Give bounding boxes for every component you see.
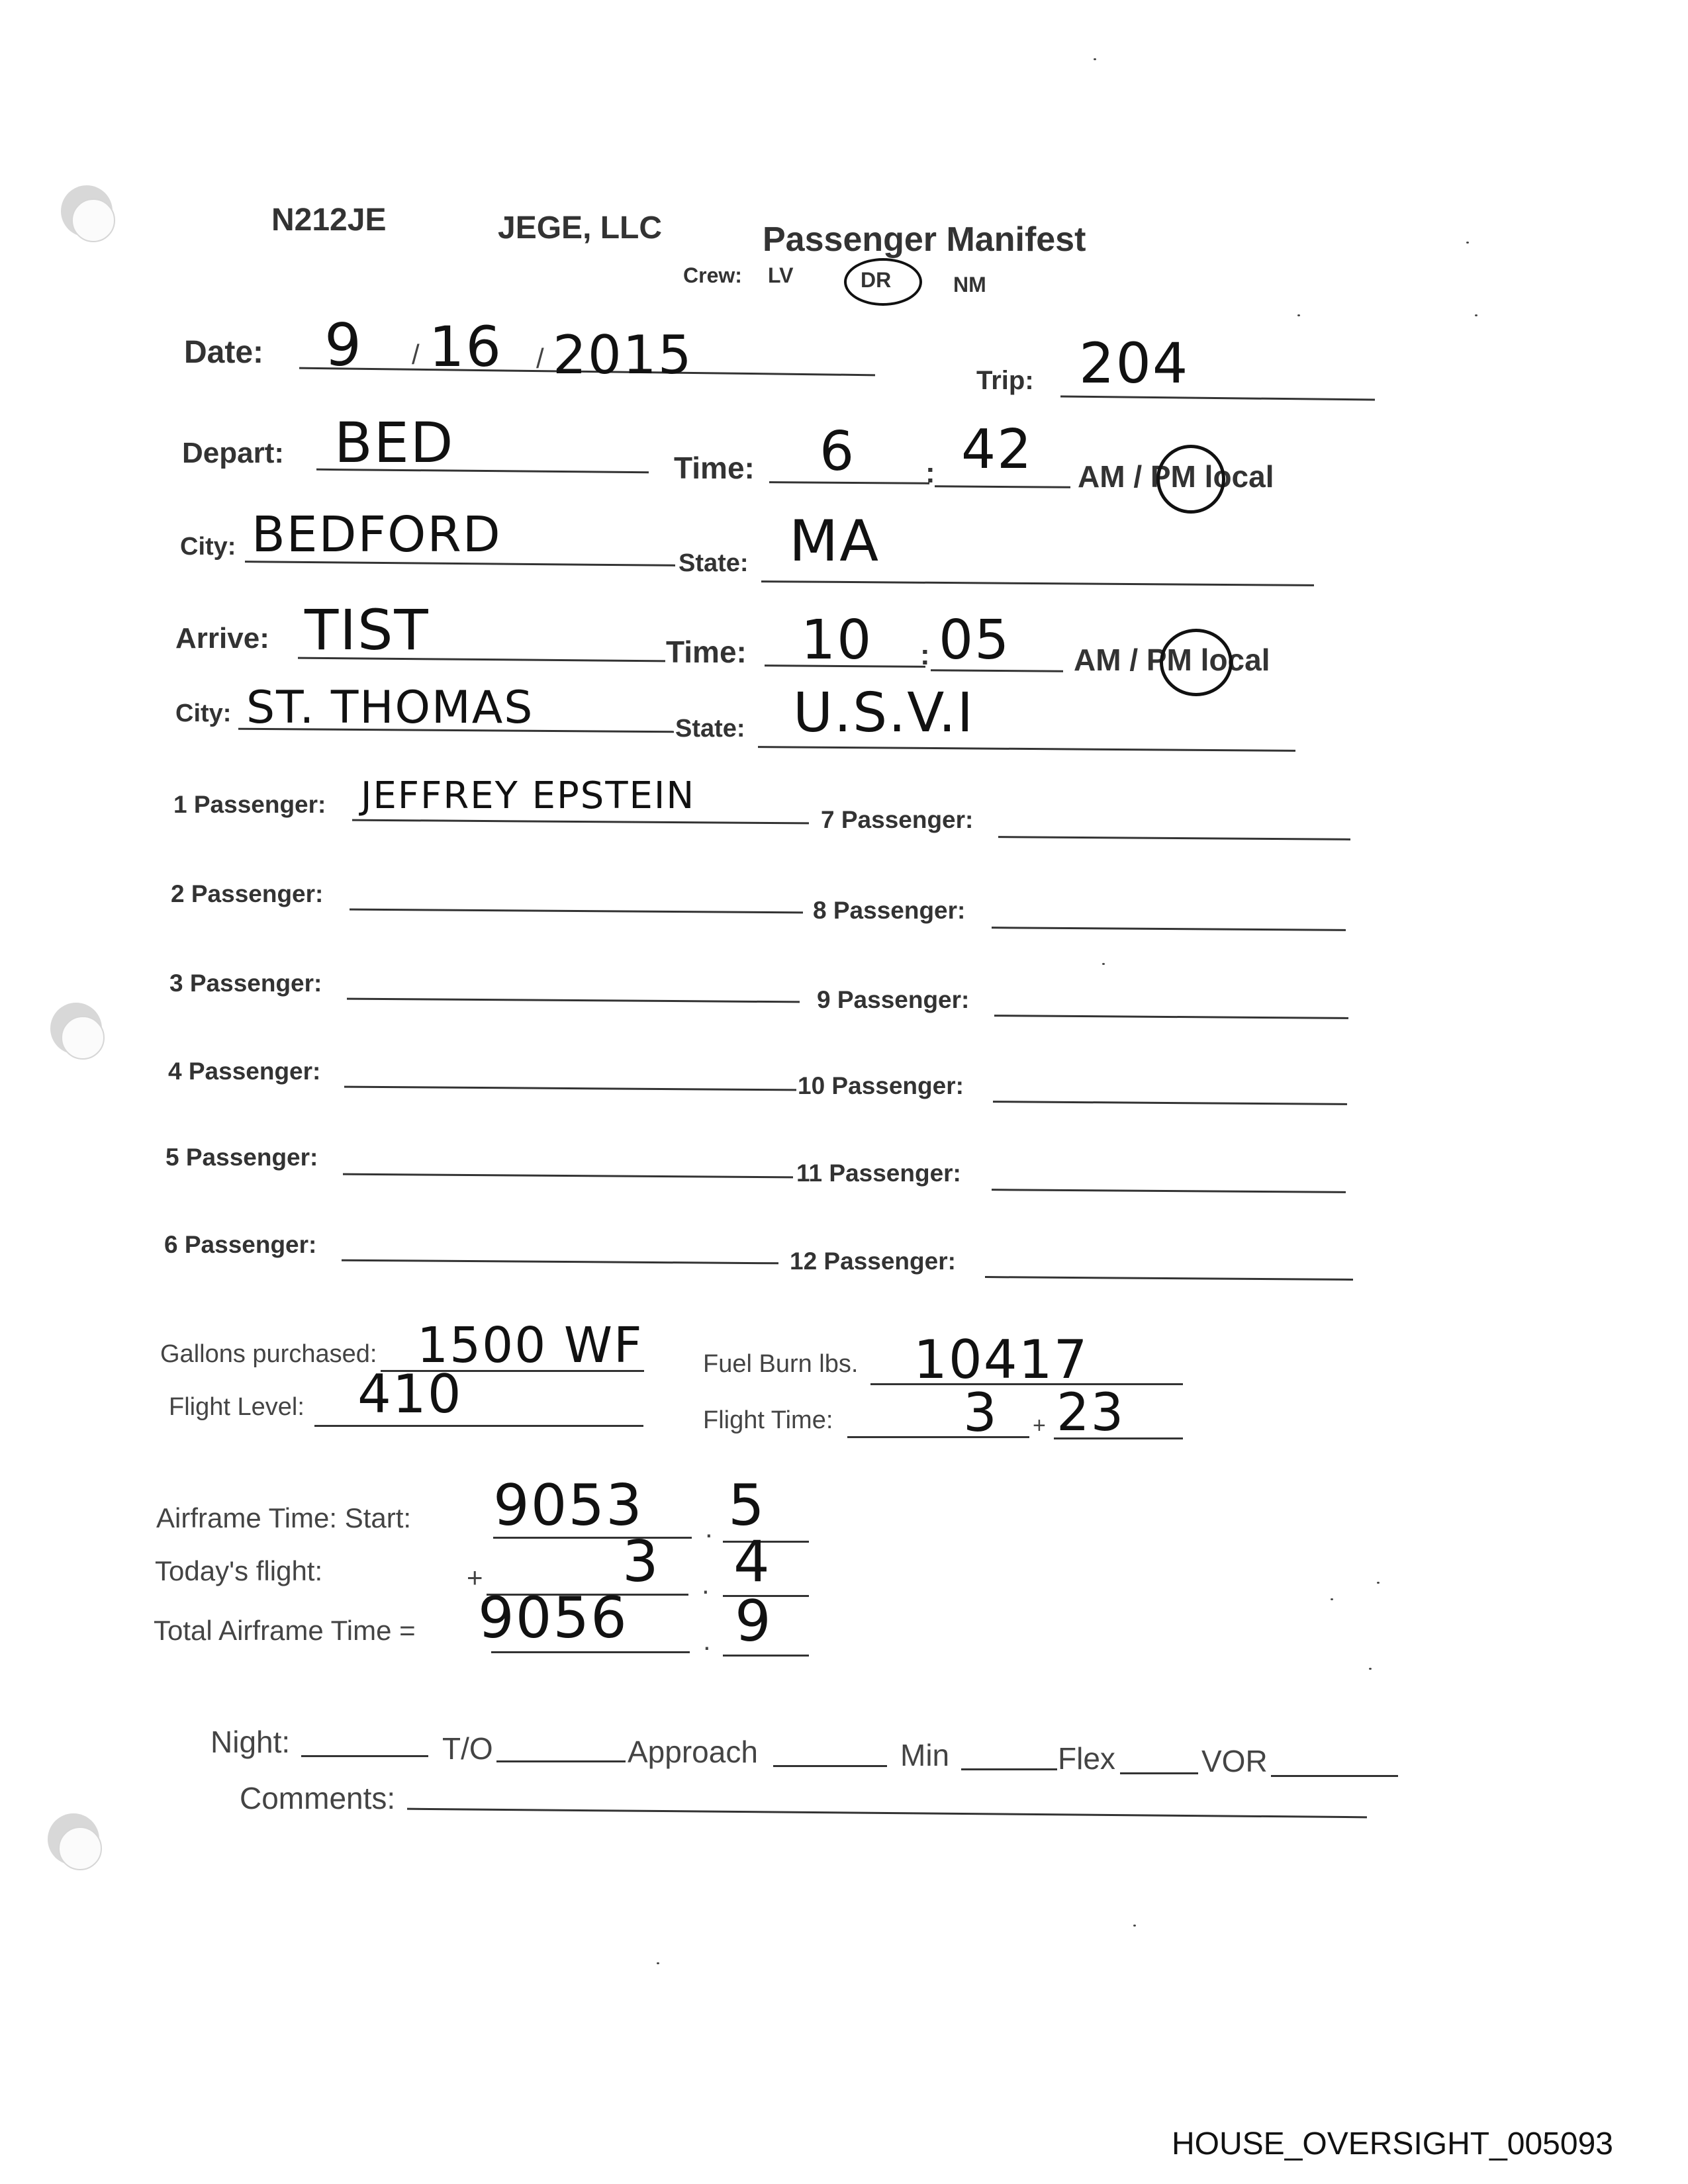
passenger-label: 3 Passenger:	[169, 970, 322, 997]
flight-time-hours: 3	[963, 1382, 998, 1443]
depart-city: BEDFORD	[252, 506, 502, 563]
trip-label: Trip:	[976, 366, 1034, 395]
crew-lv: LV	[768, 263, 794, 287]
arrive-hour: 10	[801, 609, 873, 672]
total-dot: .	[703, 1625, 711, 1656]
to-label: T/O	[442, 1731, 493, 1766]
arrive-minute: 05	[939, 609, 1011, 672]
gallons-value: 1500 WF	[417, 1317, 643, 1374]
crew-label: Crew:	[683, 263, 742, 287]
vor-label: VOR	[1201, 1744, 1268, 1778]
arrive-code: TIST	[305, 598, 430, 662]
min-line	[961, 1768, 1057, 1770]
total-decimal: 9	[735, 1588, 773, 1655]
passenger-label: 5 Passenger:	[165, 1144, 318, 1171]
vor-line	[1271, 1775, 1398, 1777]
passenger-line	[985, 1276, 1353, 1281]
arrive-city: ST. THOMAS	[246, 682, 534, 734]
arrive-pm-circle	[1160, 629, 1233, 696]
night-line	[301, 1755, 428, 1757]
flight-time-minutes: 23	[1056, 1383, 1125, 1443]
min-label: Min	[900, 1738, 950, 1772]
scan-speck	[1331, 1598, 1333, 1600]
arrive-time-colon: :	[920, 639, 930, 671]
passenger-line	[998, 836, 1350, 841]
depart-state: MA	[789, 508, 880, 574]
total-airframe-label: Total Airframe Time =	[154, 1615, 416, 1646]
company-name: JEGE, LLC	[498, 210, 663, 246]
passenger-label: 11 Passenger:	[796, 1160, 961, 1187]
passenger-line	[993, 1101, 1347, 1105]
airframe-start-whole: 9053	[493, 1473, 643, 1539]
passenger-line	[344, 1086, 796, 1091]
crew-dr: DR	[861, 268, 892, 292]
todays-dot: .	[702, 1569, 710, 1600]
comments-label: Comments:	[240, 1781, 396, 1815]
airframe-start-decimal: 5	[728, 1473, 766, 1539]
passenger-line	[343, 1173, 793, 1179]
flight-time-plus: +	[1033, 1413, 1046, 1438]
passenger-label: 8 Passenger:	[813, 897, 966, 924]
date-month: 9	[324, 311, 363, 379]
trip-value: 204	[1079, 331, 1190, 396]
flex-line	[1120, 1772, 1198, 1774]
arrive-state: U.S.V.I	[793, 682, 974, 745]
depart-city-label: City:	[180, 533, 236, 561]
punch-hole-bottom	[58, 1827, 102, 1870]
airframe-start-dot: .	[705, 1512, 713, 1543]
depart-pm-circle	[1156, 445, 1225, 514]
passenger-label: 9 Passenger:	[817, 986, 970, 1013]
flight-level-line	[314, 1425, 643, 1427]
depart-label: Depart:	[182, 437, 285, 469]
date-slash-1: /	[412, 339, 420, 370]
crew-dr-circle	[844, 258, 922, 306]
bates-number: HOUSE_OVERSIGHT_005093	[1172, 2126, 1613, 2161]
scan-speck	[1466, 242, 1469, 244]
night-label: Night:	[211, 1725, 291, 1759]
passenger-line	[994, 1015, 1348, 1019]
passenger-name: JEFFREY EPSTEIN	[361, 774, 696, 817]
depart-time-colon: :	[925, 457, 935, 489]
approach-line	[773, 1765, 887, 1767]
arrive-state-label: State:	[675, 715, 745, 743]
passenger-line	[342, 1259, 778, 1265]
flight-time-hours-line	[847, 1436, 1029, 1438]
punch-hole-middle	[61, 1016, 105, 1060]
passenger-line	[992, 1189, 1346, 1193]
scan-speck	[1102, 963, 1105, 965]
approach-label: Approach	[628, 1735, 758, 1769]
scan-speck	[1369, 1668, 1372, 1670]
total-whole-line	[491, 1651, 690, 1653]
todays-flight-plus: +	[467, 1562, 483, 1593]
comments-line	[407, 1808, 1367, 1819]
scan-speck	[1133, 1925, 1136, 1927]
todays-decimal: 4	[733, 1529, 771, 1595]
todays-flight-label: Today's flight:	[155, 1555, 323, 1586]
gallons-label: Gallons purchased:	[160, 1340, 377, 1368]
passenger-label: 4 Passenger:	[168, 1058, 321, 1085]
trip-line	[1060, 396, 1375, 401]
arrive-label: Arrive:	[175, 622, 269, 655]
passenger-label: 7 Passenger:	[821, 806, 974, 833]
passenger-line	[350, 909, 803, 914]
scan-speck	[1094, 58, 1096, 60]
airframe-start-label: Airframe Time: Start:	[156, 1502, 412, 1533]
scan-speck	[1475, 314, 1477, 316]
depart-min-line	[935, 485, 1070, 488]
total-dec-line	[723, 1655, 809, 1657]
fuel-burn-value: 10417	[914, 1329, 1089, 1390]
arrive-state-line	[758, 746, 1295, 752]
depart-code: BED	[334, 410, 455, 475]
flight-level-label: Flight Level:	[169, 1393, 305, 1421]
tail-number: N212JE	[271, 203, 387, 238]
date-day: 16	[429, 314, 502, 379]
to-line	[496, 1760, 626, 1762]
depart-minute: 42	[961, 418, 1033, 481]
scan-speck	[1297, 314, 1300, 316]
date-label: Date:	[184, 335, 264, 370]
flex-label: Flex	[1058, 1741, 1115, 1776]
date-slash-2: /	[536, 343, 544, 374]
depart-hour: 6	[820, 420, 856, 483]
passenger-label: 2 Passenger:	[171, 880, 324, 907]
passenger-label: 12 Passenger:	[790, 1248, 956, 1275]
depart-time-label: Time:	[674, 451, 755, 485]
fuel-burn-label: Fuel Burn lbs.	[703, 1350, 859, 1378]
passenger-line	[347, 998, 800, 1003]
arrive-time-label: Time:	[666, 635, 747, 669]
flight-level-value: 410	[357, 1363, 463, 1425]
passenger-label: 6 Passenger:	[164, 1231, 317, 1258]
arrive-city-label: City:	[175, 700, 232, 727]
arrive-ampm-local: AM / PM local	[1074, 643, 1270, 677]
passenger-line	[352, 819, 809, 825]
crew-nm: NM	[953, 273, 986, 296]
scan-speck	[657, 1962, 659, 1964]
passenger-label: 10 Passenger:	[798, 1072, 964, 1099]
punch-hole-top	[71, 199, 115, 242]
total-whole: 9056	[478, 1585, 628, 1651]
passenger-label: 1 Passenger:	[173, 791, 326, 818]
depart-ampm-local: AM / PM local	[1078, 459, 1274, 494]
flight-time-label: Flight Time:	[703, 1406, 833, 1434]
passenger-line	[992, 927, 1346, 931]
form-title: Passenger Manifest	[763, 220, 1086, 259]
depart-state-line	[761, 580, 1314, 586]
depart-state-label: State:	[679, 549, 749, 577]
date-year: 2015	[553, 324, 693, 386]
scan-speck	[1377, 1582, 1380, 1584]
todays-whole: 3	[622, 1529, 660, 1595]
